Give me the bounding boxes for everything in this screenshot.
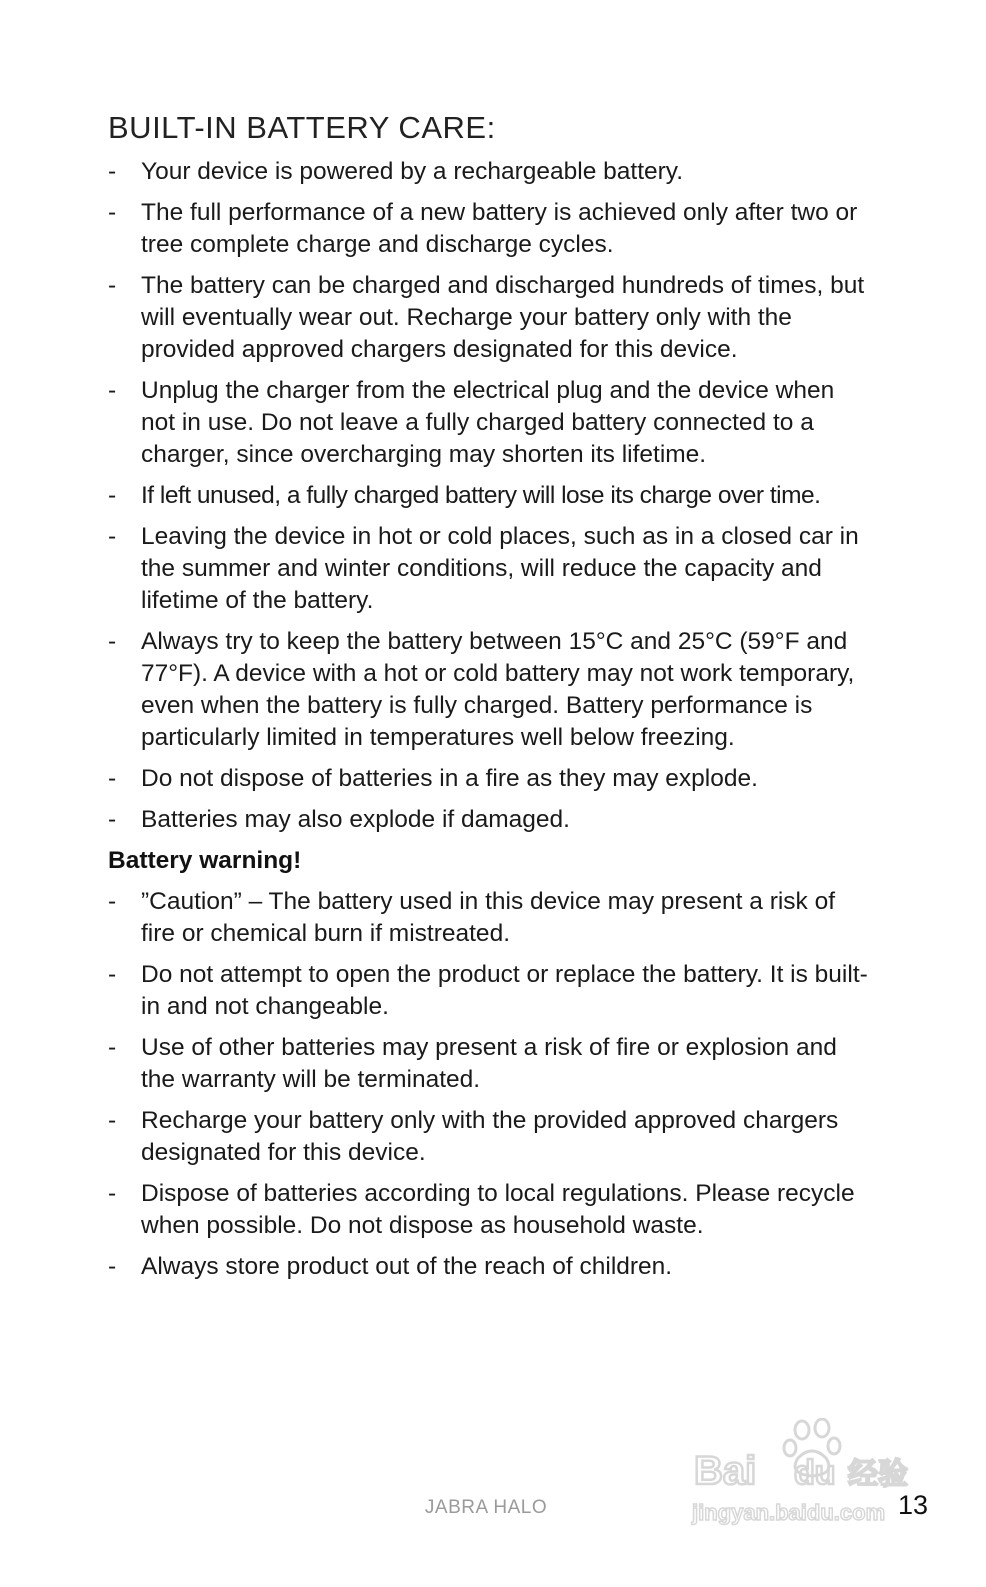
list-item: [108, 197, 868, 261]
list-item: [108, 521, 868, 617]
list-item-text: The battery can be charged and discharged hundreds of times, but will eventually wear out. Recharge your battery only with the provided approved chargers designated for this device.: [141, 272, 865, 363]
bullet-dash: -: [108, 961, 117, 988]
bullet-dash: -: [108, 1253, 117, 1280]
list-item-text: Do not attempt to open the product or replace the battery. It is built-in and not changeable.: [141, 961, 868, 1020]
list-item: [108, 763, 868, 795]
list-item-text: Use of other batteries may present a risk of fire or explosion and the warranty will be terminated.: [141, 1034, 837, 1093]
list-item: [108, 626, 868, 754]
bullet-dash: -: [108, 377, 117, 404]
section-title: BUILT-IN BATTERY CARE:: [108, 110, 496, 145]
watermark-brand-text: Bai: [694, 1449, 757, 1493]
list-item: [108, 804, 868, 836]
list-item: [108, 480, 868, 512]
list-item-text: ”Caution” – The battery used in this device may present a risk of fire or chemical burn if mistreated.: [141, 888, 836, 947]
battery-care-list: [108, 156, 868, 836]
list-item-text: Always try to keep the battery between 15°C and 25°C (59°F and 77°F). A device with a hot or cold battery may not work temporary, even when the battery is fully charged. Battery performance is particularly limited in temperatures well below freezing.: [141, 628, 855, 751]
list-item-text: The full performance of a new battery is achieved only after two or tree complete charge and discharge cycles.: [141, 199, 858, 258]
bullet-dash: -: [108, 1107, 117, 1134]
list-item-text: Batteries may also explode if damaged.: [141, 806, 570, 833]
list-item-text: Do not dispose of batteries in a fire as they may explode.: [141, 765, 758, 792]
bullet-dash: -: [108, 272, 117, 299]
list-item: [108, 156, 868, 188]
list-item: [108, 959, 868, 1023]
list-item: [108, 375, 868, 471]
list-item: [108, 270, 868, 366]
bullet-dash: -: [108, 765, 117, 792]
bullet-dash: -: [108, 523, 117, 550]
bullet-dash: -: [108, 199, 117, 226]
list-item: [108, 1178, 868, 1242]
battery-warning-heading: Battery warning!: [108, 847, 302, 874]
bullet-dash: -: [108, 806, 117, 833]
list-item-text: Always store product out of the reach of children.: [141, 1253, 673, 1280]
svg-text:经验: 经验: [848, 1457, 908, 1492]
svg-text:du: du: [794, 1454, 836, 1492]
content: [108, 108, 868, 1292]
list-item: [108, 886, 868, 950]
list-item-text: Your device is powered by a rechargeable battery.: [141, 158, 684, 185]
page-number: 13: [898, 1490, 929, 1520]
bullet-dash: -: [108, 888, 117, 915]
list-item: [108, 1105, 868, 1169]
list-item-text: If left unused, a fully charged battery will lose its charge over time.: [141, 482, 821, 509]
battery-warning-list: [108, 886, 868, 1283]
list-item: [108, 1251, 868, 1283]
footer-product-name: JABRA HALO: [424, 1497, 548, 1518]
bullet-dash: -: [108, 1180, 117, 1207]
list-item: [108, 1032, 868, 1096]
bullet-dash: -: [108, 1034, 117, 1061]
list-item-text: Leaving the device in hot or cold places, such as in a closed car in the summer and winter conditions, will reduce the capacity and lifetime of the battery.: [141, 523, 859, 614]
bullet-dash: -: [108, 158, 117, 185]
list-item-text: Dispose of batteries according to local regulations. Please recycle when possible. Do not dispose as household waste.: [141, 1180, 855, 1239]
watermark-url-text: jingyan.baidu.com: [692, 1500, 886, 1525]
list-item-text: Recharge your battery only with the provided approved chargers designated for this device.: [141, 1107, 839, 1166]
list-item-text: Unplug the charger from the electrical plug and the device when not in use. Do not leave a fully charged battery connected to a charger, since overcharging may shorten its lifetime.: [141, 377, 835, 468]
bullet-dash: -: [108, 482, 117, 509]
bullet-dash: -: [108, 628, 117, 655]
